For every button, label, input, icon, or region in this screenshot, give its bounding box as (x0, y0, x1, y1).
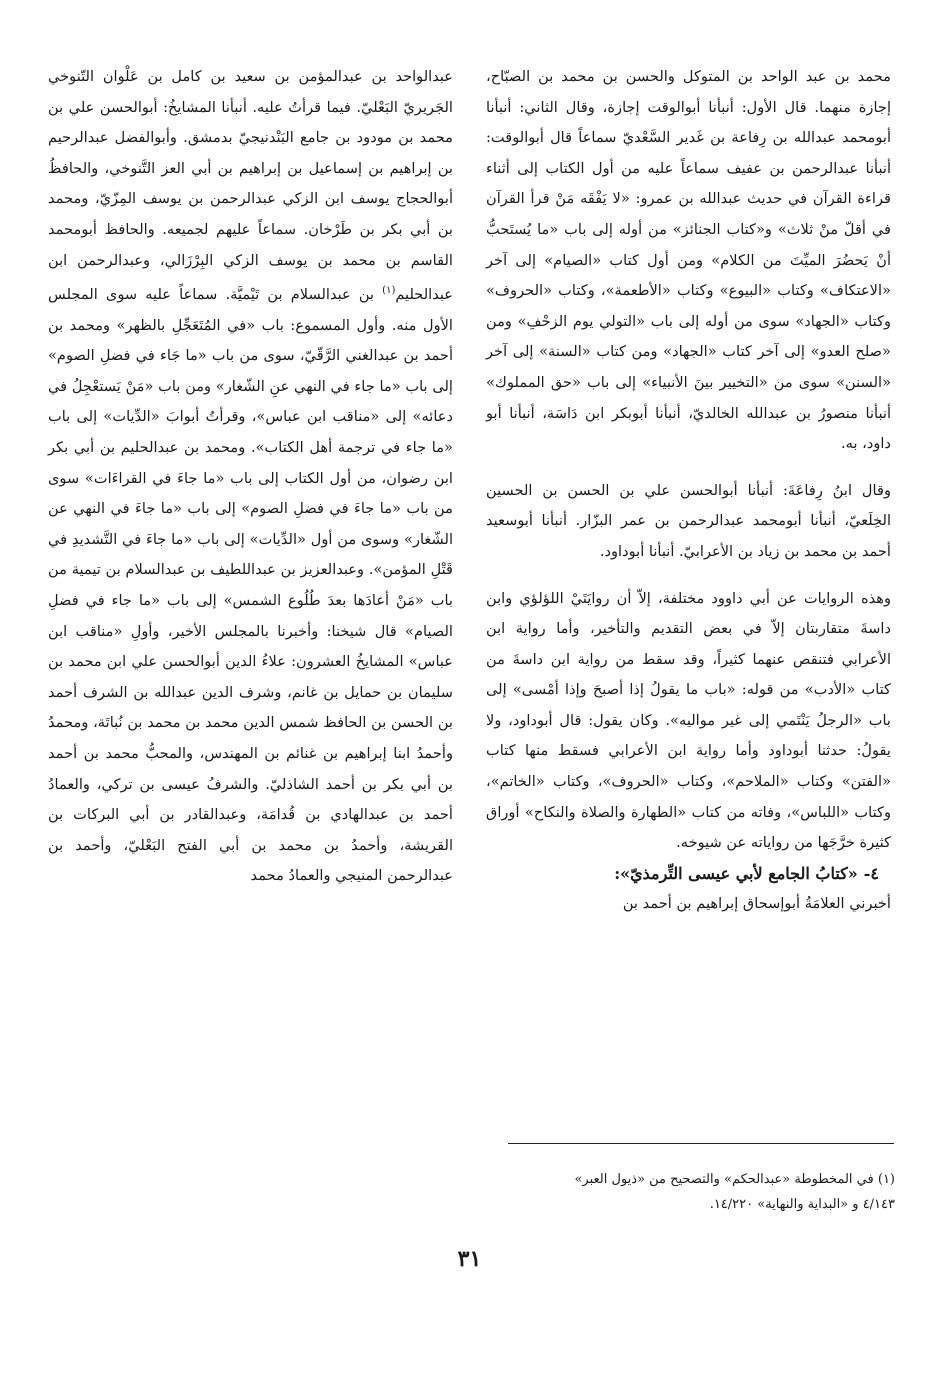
paragraph (48, 62, 453, 892)
left-column (48, 62, 453, 892)
footnote-line: ٤/١٤٣ و «البداية والنهاية» ١٤/٢٢٠. (709, 1197, 895, 1212)
section-title: «كتابُ الجامع لأبي عيسى التِّرمذيّ»: (614, 863, 858, 883)
footnote (490, 1167, 895, 1217)
right-column (486, 62, 891, 919)
paragraph-text: عبدالواحد بن عبدالمؤمن بن سعيد بن كامل بن عَلْوان التّنوخي الجَريريّ البَعْليّ. فيما قرأتُ عليه. أنبأنا المشايخُ: أبوالحسن علي بن محمد بن مودود بن جامع البَنْدنيجيّ بدمشق. وأبوالفضل عبدالرحيم بن إبراهيم بن إسماعيل بن إبراهيم بن أبي العز التَّنوخي، والحافظُ أبوالحجاج يوسف ابن الزكي عبدالرحمن بن يوسف المِزّيّ، ومحمد بن أبي بكر بن طَرْخان. سماعاً عليهم لجميعه. والحافظ أبومحمد القاسم بن محمد بن يوسف الزكي البِرْزَالي، وعبدالرحمن ابن عبدالحليم (48, 68, 453, 304)
paragraph: وقال ابنُ رِفاعَةَ: أنبأنا أبوالحسن علي بن الحسن بن الحسين الخِلَعيّ، أنبأنا أبومحمد عبدالرحمن بن عمر البزّار. أنبأنا أبوسعيد أحمد بن محمد بن زياد بن الأعرابيّ. أنبأنا أبوداود. (486, 481, 891, 560)
paragraph-text: بن عبدالسلام بن تَيْميَّة. سماعاً عليه سوى المجلس الأول منه. وأول المسموع: باب «في المُتَعَجِّلِ بالظهر» ومحمد بن أحمد بن عبدالغني الرَّقّيّ، سوى من باب «ما جَاء في فضلِ الصوم» إلى باب «ما جاء في النهي عنِ الشّغار» ومن باب «مَنْ يَستعْجِلُ في دعائه» إلى «مناقب ابن عباس»، وقرأتُ أبوابَ «الدِّيات» إلى باب «ما جاء في ترجمة أهل الكتاب». ومحمد بن عبدالحليم بن أبي بكر ابن رضوان، من أول الكتاب إلى باب «ما جاءَ في القراءَات» سوى من باب «ما جاءَ في فضلِ الصوم» إلى باب «ما جاءَ في النهي عن الشّغار» وسوى من أول «الدِّيات» إلى باب «ما جاءَ في التَّشديدِ في قَتْلِ المؤمن». وعبدالعزيز بن عبداللطيف بن عبدالسلام بن تيمية من باب «مَنْ أعادَها بعدَ طُلُوع الشمس» إلى باب «ما جاء في فضلِ الصيام» قال شيخنا: وأخبرنا بالمجلس الأخير، وأولِ «مناقب ابن عباس» المشايخُ العشرون: علاءُ الدين أبوالحسن علي ابن محمد بن سليمان بن حمايل بن غانم، وشرف الدين عبدالله بن الشرف أحمد بن الحسن بن الحافظ شمس الدين محمد بن محمد بن نُباتَة، ومحمدُ وأحمدُ ابنا إبراهيم بن غنائم بن المهندس، والمحبُّ محمد بن أحمد بن أبي بكر بن أحمد الشاذليّ. والشرفُ عيسى بن تركي، والعمادُ أحمد بن عبدالهادي بن قُدامَة، وعبدالقادر بن أبي البركات بن القريشة، وأحمدُ بن محمد بن أبي الفتح البَعْليّ، وأحمد بن عبدالرحمن المنيجي والعمادُ محمد (48, 286, 453, 885)
paragraph: أخبرني العلامَةُ أبوإسحاق إبراهيم بن أحمد بن (622, 894, 891, 912)
section-number: ٤- (863, 863, 879, 883)
footnote-marker: (١) (382, 285, 396, 297)
page-number: ٣١ (457, 1246, 482, 1272)
footnote-divider (508, 1143, 894, 1144)
footnote-line: (١) في المخطوطة «عبدالحكم» والتصحيح من «ذيول العبر» (574, 1172, 895, 1187)
paragraph: وهذه الروايات عن أبي داوود مختلفة، إلاّ أن روايَتَيْ اللؤلؤي وابن داسةَ متقاربتان إلاّ في بعض التقديم والتأخير، وأما رواية ابن الأعرابي فتنقص عنهما كثيراً، وقد سقط من رواية ابن داسةَ من كتاب «الأدب» من قوله: «باب ما يقولُ إذا أصبحَ وإذا أمْسى» إلى باب «الرجلُ يَنْتَمي إلى غير مواليه». وكان يقول: قال أبوداود، ولا يقولُ: حدثنا أبوداود وأما رواية ابن الأعرابي فسقط منها كتاب «الفتن» وكتاب «الملاحم»، وكتاب «الحروف»، وكتاب «الخاتم»، وكتاب «اللباس»، وفاته من كتاب «الطهارة والصلاة والنكاح» أوراق كثيرة خرَّجَها من رواياته عن شيوخه. (486, 589, 891, 852)
section-heading (486, 859, 891, 889)
paragraph: محمد بن عبد الواحد بن المتوكل والحسن بن محمد بن الصبّاح، إجازة منهما. قال الأول: أنبأنا أبوالوقت إجازة، وقال الثاني: أنبأنا أبومحمد عبدالله بن رِفاعة بن غَدير السَّعْديّ سماعاً قال أبوالوقت: أنبأنا عبدالرحمن بن عفيف سماعاً عليه من أول الكتاب إلى أثناء قراءة القرآن في حديث عبدالله بن عمرو: «لا يَفْقَه مَنْ قرأ القرآن في أقلّ منْ ثلاث» و«كتاب الجنائز» من أوله إلى باب «ما يُستَحبُّ أنْ يَحضُرَ الميِّتَ من الكلام» ومن أول كتاب «الصيام» إلى آخر «الاعتكاف» وكتاب «البيوع» وكتاب «الأطعمة»، وكتاب «الحروف» وكتاب «الجهاد» سوى من أوله إلى باب «التولي يوم الزحْفِ» ومن «صلح العدو» إلى آخر كتاب «الجهاد» ومن كتاب «السنة» إلى آخر «السنن» سوى من «التخيير بينَ الأنبياء» إلى باب «حق المملوك» أنبأنا منصورُ بن عبدالله الخالديّ، أنبأنا أبوبكر ابن دَاسَة، أنبأنا أبو داود، به. (486, 68, 891, 453)
